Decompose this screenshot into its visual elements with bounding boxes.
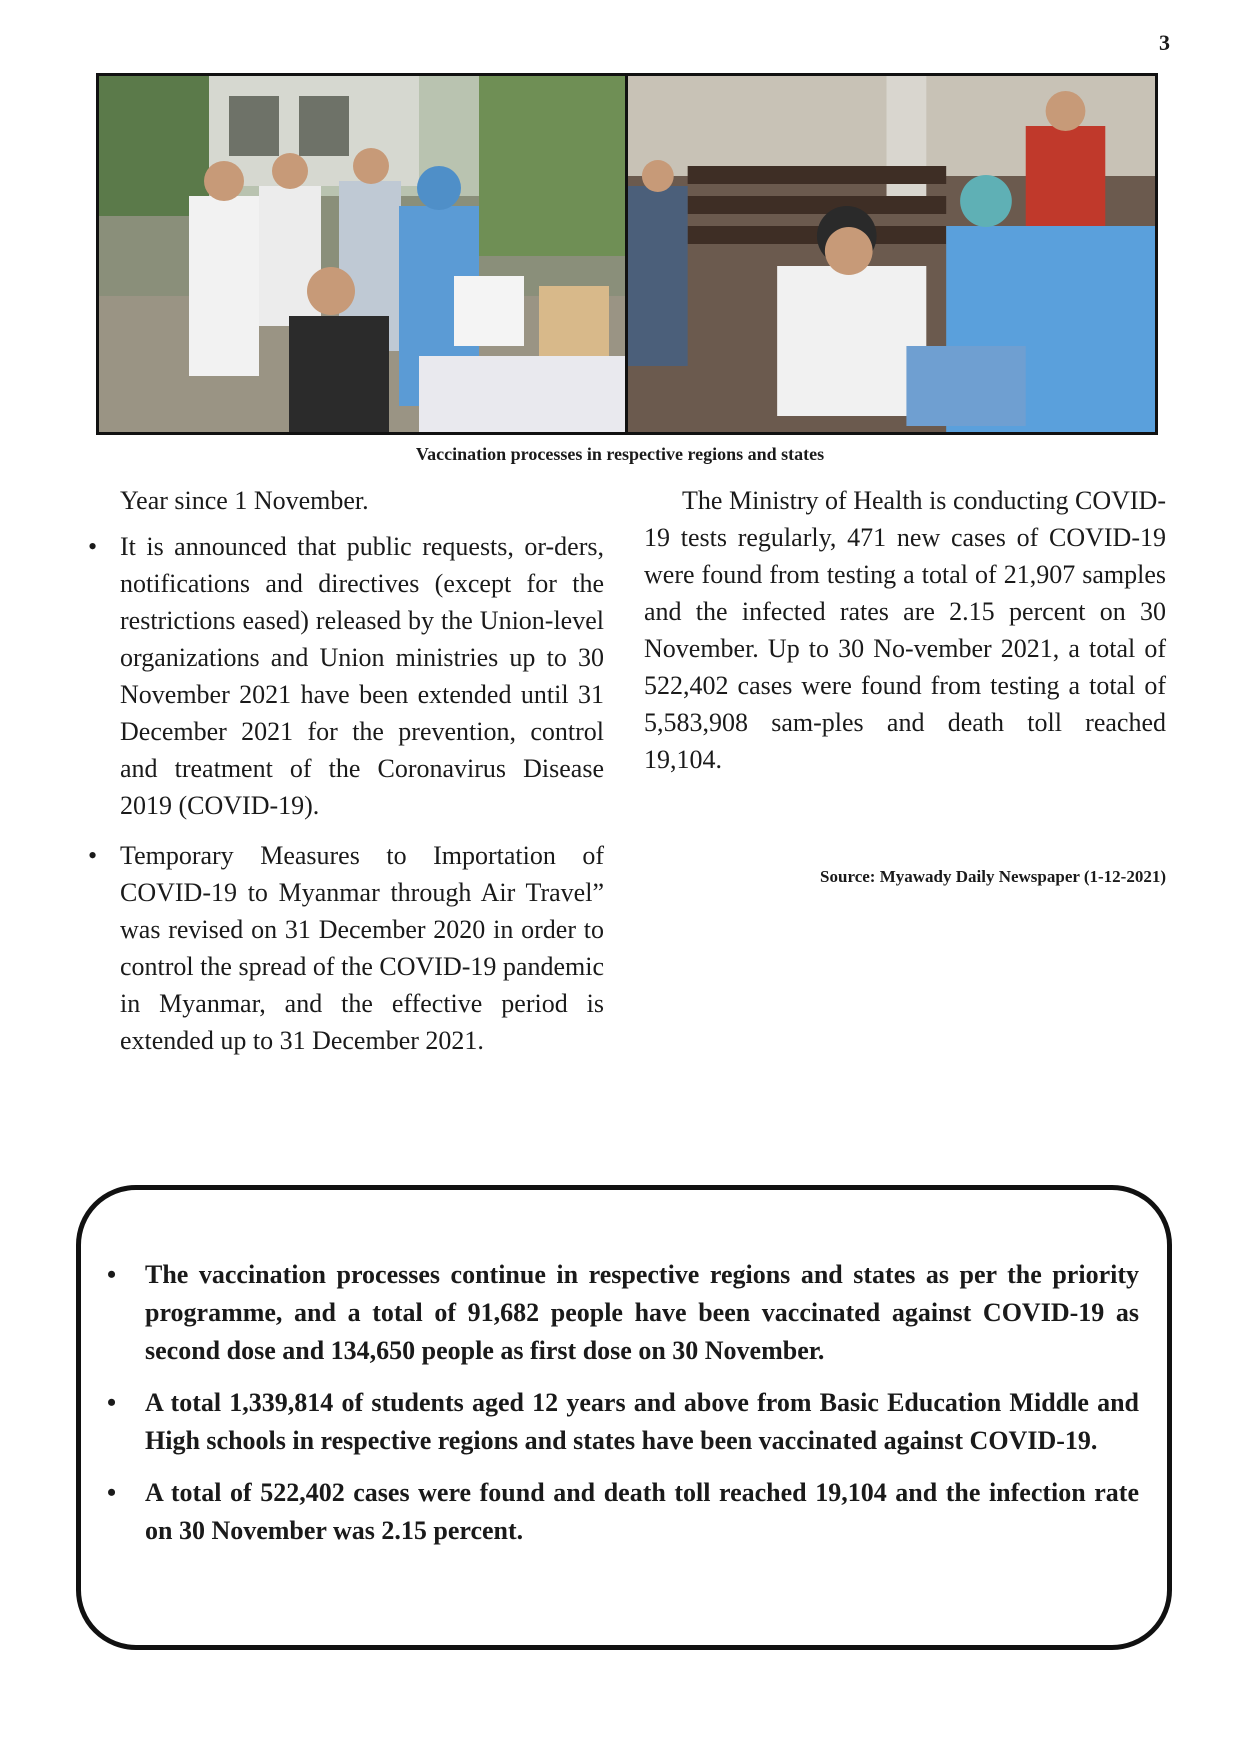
bullet-icon: • [88,532,98,561]
list-item-text: The vaccination processes continue in respective regions and states as per the priority programme, and a total of 91,682 people have been vaccinated against COVID-19 as second dose and 134,650 people as first dose on 30 November. [145,1260,1139,1365]
summary-box [76,1185,1172,1650]
list-item-text: Temporary Measures to Importation of COVID-19 to Myanmar through Air Travel” was revised on 31 December 2020 in order to control the spread of the COVID-19 pandemic in Myanmar, and the effective period is extended up to 31 December 2021. [120,841,604,1055]
right-column [644,482,1166,895]
photo-caption: Vaccination processes in respective regions and states [415,444,825,464]
list-item [86,528,604,824]
page-number: 3 [1159,30,1170,55]
source-credit: Source: Myawady Daily Newspaper (1-12-2021) [820,867,1166,886]
list-item-text: A total 1,339,814 of students aged 12 years and above from Basic Education Middle and High schools in respective regions and states have been vaccinated against COVID-19. [145,1388,1139,1455]
left-column [86,482,604,1072]
list-item [103,1384,1139,1460]
list-item-text: A total of 522,402 cases were found and death toll reached 19,104 and the infection rate on 30 November was 2.15 percent. [145,1478,1139,1545]
list-item-text: It is announced that public requests, or-ders, notifications and directives (except for the restrictions eased) released by the Union-level organizations and Union ministries up to 30 November 2021 have been extended until 31 December 2021 for the prevention, control and treatment of the Coronavirus Disease 2019 (COVID-19). [120,532,604,820]
bullet-icon: • [88,841,98,870]
summary-list [103,1256,1139,1550]
list-item [103,1256,1139,1370]
photo-strip [96,73,1158,435]
intro-line: Year since 1 November. [120,486,369,515]
vaccination-photo-indoor [628,76,1155,432]
left-bullet-list [86,528,604,1059]
list-item [103,1474,1139,1550]
bullet-icon: • [107,1260,117,1289]
right-paragraph: The Ministry of Health is conducting COVID-19 tests regularly, 471 new cases of COVID-19 were found from testing a total of 21,907 samples and the infected rates are 2.15 percent on 30 November. Up to 30 No-vember 2021, a total of 522,402 cases were found from testing a total of 5,583,908 sam-ples and death toll reached 19,104. [644,486,1166,774]
bullet-icon: • [107,1388,117,1417]
bullet-icon: • [107,1478,117,1507]
list-item [86,837,604,1059]
vaccination-photo-outdoor [99,76,628,432]
